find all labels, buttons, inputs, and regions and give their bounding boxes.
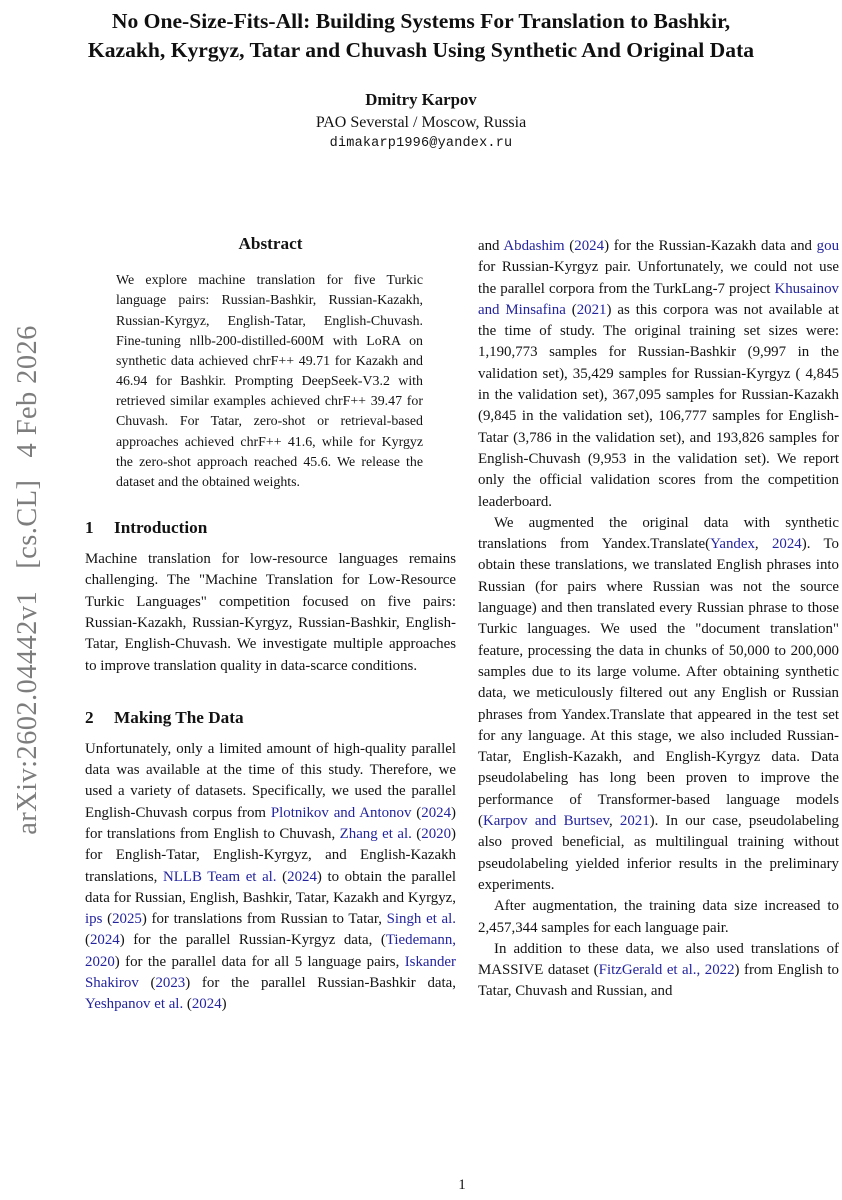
arxiv-watermark: [9, 283, 47, 877]
text-run: (: [102, 911, 113, 928]
citation-link[interactable]: Yandex: [710, 536, 755, 553]
paper-header: [0, 7, 842, 151]
citation-link[interactable]: NLLB Team et al.: [163, 868, 277, 885]
citation-link[interactable]: gou: [816, 238, 840, 254]
citation-link[interactable]: 2023: [155, 975, 186, 992]
citation-link[interactable]: Karpov and Burtsev: [482, 813, 609, 830]
citation-link[interactable]: 2024: [421, 804, 452, 821]
arxiv-watermark-text: arXiv:2602.04442v1 [cs.CL] 4 Feb 2026: [12, 325, 43, 835]
left-column: [85, 233, 456, 1016]
citation-link[interactable]: 2025: [112, 911, 142, 928]
author-name: Dmitry Karpov: [365, 90, 477, 109]
text-run: ) to obtain the parallel data for Russian, English, Bashkir, Tatar, Kazakh and Kyrgyz,: [85, 868, 456, 906]
citation-link[interactable]: 2024: [191, 996, 222, 1013]
text-run: ) as this corpora was not available at the time of study. The original training set sizes were: 1,190,773 samples for Russian-Bashkir (9,997 in the validation set), 35,429 samples for Russian-Kyrgyz ( 4,845 in the validation set), 367,095 samples for Russian-Kazakh (9,845 in the validation set), 106,777 samples for English-Tatar (3,786 in the validation set), and 193,826 samples for English-Chuvash (9,953 in the validation set). We report only the official validation scores from the competition leaderboard.: [478, 301, 839, 510]
citation-link[interactable]: 2020: [421, 825, 452, 842]
citation-link[interactable]: Plotnikov and Antonov: [270, 804, 412, 821]
page-number: 1: [458, 1177, 466, 1193]
text-run: We augmented the original data with synthetic translations from Yandex.Translate(: [478, 514, 839, 553]
section-heading-making-the-data: [85, 707, 456, 729]
text-run: (: [276, 868, 288, 885]
text-run: ,: [754, 536, 772, 553]
section-title: Introduction: [114, 518, 208, 538]
text-run: (: [411, 825, 422, 842]
text-run: (: [138, 975, 156, 992]
citation-link[interactable]: Yeshpanov et al.: [85, 996, 184, 1013]
text-run: (: [411, 804, 422, 821]
massive-dataset-paragraph: [478, 939, 839, 1003]
section-number: 1: [85, 518, 94, 538]
text-run: ). In our case, pseudolabeling also proved beneficial, as multilingual training without pseudolabeling yielded inferior results in the preliminary experiments.: [478, 813, 839, 893]
citation-link[interactable]: Khusainov and Minsafina: [478, 280, 839, 318]
section-number: 2: [85, 707, 94, 727]
abstract-heading: Abstract: [238, 234, 303, 253]
paper-title: [0, 7, 842, 64]
text-run: In addition to these data, we also used translations of MASSIVE dataset (: [478, 940, 839, 979]
citation-link[interactable]: 2021: [576, 301, 607, 318]
citation-link[interactable]: 2024: [287, 868, 317, 885]
author-affiliation: PAO Severstal / Moscow, Russia: [315, 114, 527, 131]
making-data-paragraph-left: [85, 739, 456, 1016]
augmentation-paragraph: [478, 513, 839, 896]
citation-link[interactable]: Iskander Shakirov: [85, 953, 456, 992]
citation-link[interactable]: 2021: [619, 813, 650, 830]
data-size-paragraph: After augmentation, the training data size increased to 2,457,344 samples for each language pair.: [478, 898, 839, 936]
making-data-paragraph-continued: [478, 236, 839, 513]
citation-link[interactable]: ips: [85, 911, 103, 928]
text-run: ,: [608, 813, 620, 830]
paper-title-line1: No One-Size-Fits-All: Building Systems For Translation to Bashkir,: [111, 9, 731, 33]
text-run: ) for the Russian-Kazakh data and: [604, 238, 817, 254]
text-run: ) for translations from English to Chuvash,: [85, 804, 456, 842]
citation-link[interactable]: FitzGerald et al., 2022: [598, 962, 735, 979]
text-run: ) from English to Tatar, Chuvash and Russian, and: [478, 962, 839, 1000]
paper-title-line2: Kazakh, Kyrgyz, Tatar and Chuvash Using Synthetic And Original Data: [87, 37, 755, 62]
text-run: and: [478, 238, 504, 254]
text-run: ): [221, 996, 227, 1013]
citation-link[interactable]: Zhang et al.: [339, 825, 412, 842]
text-run: ) for English-Tatar, English-Kyrgyz, and English-Kazakh translations,: [85, 825, 457, 885]
section-heading-introduction: [85, 517, 456, 539]
section-title: Making The Data: [114, 707, 244, 727]
text-run: ) for the parallel data for all 5 language pairs,: [114, 953, 405, 970]
abstract-body: We explore machine translation for five Turkic language pairs: Russian-Bashkir, Russian-Kazakh, Russian-Kyrgyz, English-Tatar, English-Chuvash. Fine-tuning nllb-200-distilled-600M with LoRA on synthetic data achieved chrF++ 49.71 for Kazakh and 46.94 for Bashkir. Prompting DeepSeek-V3.2 with retrieved similar examples achieved chrF++ 39.47 for Chuvash. For Tatar, zero-shot or retrieval-based approaches achieved chrF++ 41.6, while for Kyrgyz the zero-shot approach reached 45.6. We release the dataset and the obtained weights.: [116, 273, 423, 490]
text-run: ) for translations from Russian to Tatar,: [141, 911, 387, 928]
text-run: (: [85, 932, 90, 949]
text-run: ) for the parallel Russian-Kyrgyz data, (: [119, 932, 386, 949]
text-run: (: [565, 301, 577, 318]
right-column: [478, 236, 839, 1003]
text-run: (: [183, 996, 192, 1013]
text-run: Unfortunately, only a limited amount of high-quality parallel data was available at the time of this study. Therefore, we used a variety of datasets. Specifically, we used the parallel English-Chuvash corpus from: [85, 740, 456, 821]
citation-link[interactable]: 2024: [574, 238, 605, 254]
text-run: ). To obtain these translations, we translated English phrases into Russian (for pairs where Russian was not the source language) and then translated every Russian phrase to those Turkic languages. We used the "document translation" feature, processing the data in chunks of 50,000 to 200,000 samples due to its large volume. After obtaining synthetic data, we meticulously filtered out any English or Russian phrases from Yandex.Translate that appeared in the test set for any language. At this stage, we also included Russian-Tatar, English-Kazakh, and English-Kyrgyz data. Data pseudolabeling has long been proven to improve the performance of Transformer-based language models (: [478, 536, 839, 830]
citation-link[interactable]: Abdashim: [503, 238, 565, 254]
text-run: (: [564, 238, 575, 254]
author-email[interactable]: dimakarp1996@yandex.ru: [329, 136, 513, 151]
introduction-paragraph: Machine translation for low-resource languages remains challenging. The "Machine Translation for Low-Resource Turkic Languages" competition focused on five pairs: Russian-Kazakh, Russian-Kyrgyz, Russian-Bashkir, English-Tatar, English-Chuvash. We investigate multiple approaches to improve translation quality in data-scarce conditions.: [85, 551, 456, 674]
text-run: for Russian-Kyrgyz pair. Unfortunately, we could not use the parallel corpora from the TurkLang-7 project: [478, 259, 839, 297]
citation-link[interactable]: 2024: [89, 932, 120, 949]
text-run: ) for the parallel Russian-Bashkir data,: [185, 975, 456, 992]
citation-link[interactable]: Tiedemann, 2020: [85, 932, 456, 970]
citation-link[interactable]: Singh et al.: [386, 911, 456, 928]
citation-link[interactable]: 2024: [771, 536, 802, 553]
